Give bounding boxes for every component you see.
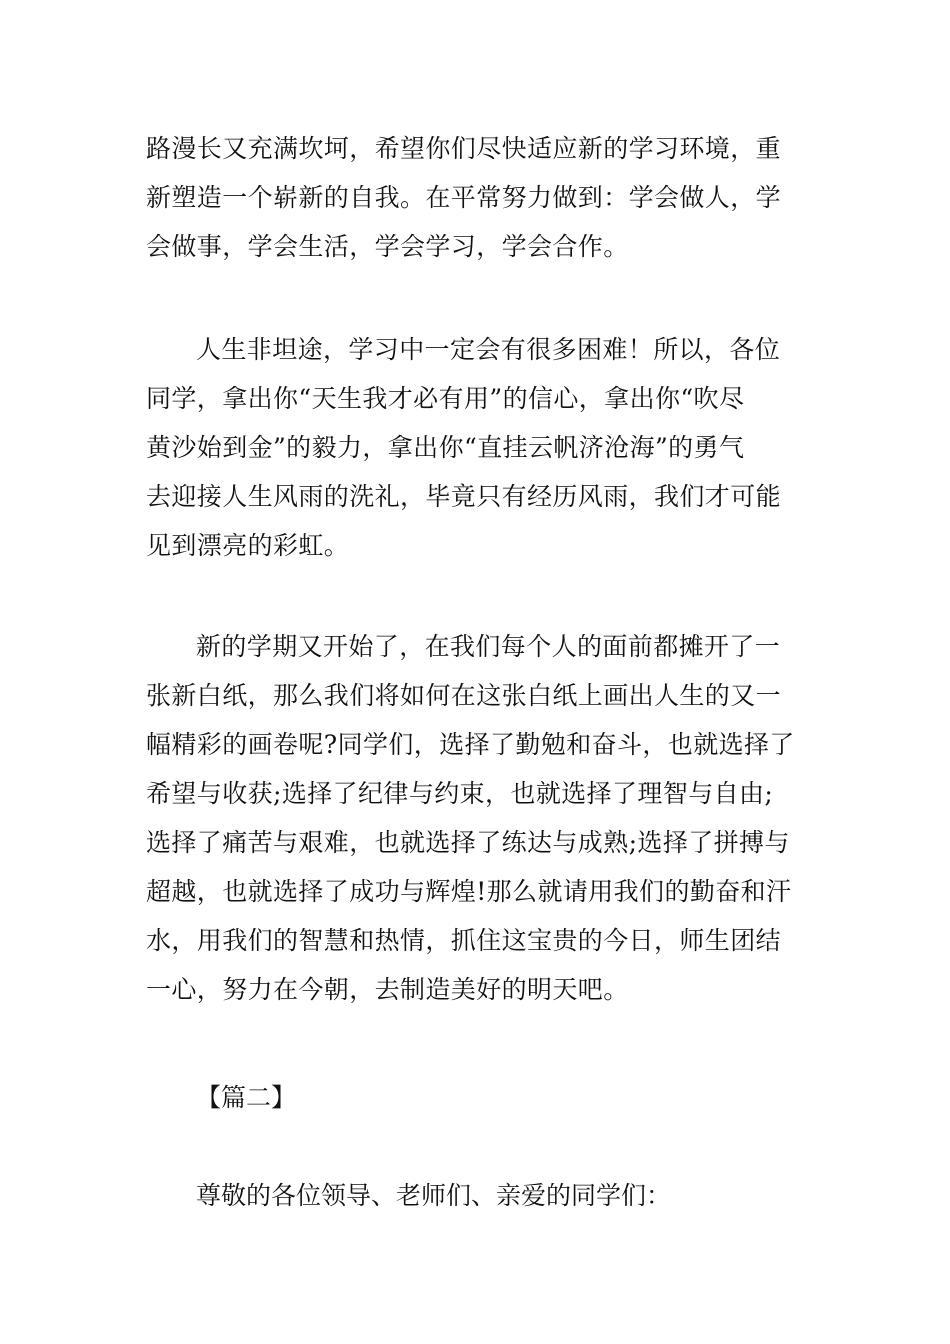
- paragraph-2: [146, 325, 806, 570]
- paragraph-3: [146, 622, 806, 1014]
- paragraph-line: 新的学期又开始了，在我们每个人的面前都摊开了一: [196, 632, 781, 661]
- paragraph-line: 会做事，学会生活，学会学习，学会合作。: [146, 232, 629, 261]
- paragraph-line: 张新白纸，那么我们将如何在这张白纸上画出人生的又一: [146, 681, 782, 710]
- paragraph-line: 人生非坦途，学习中一定会有很多困难！所以，各位: [196, 335, 781, 364]
- paragraph-line: 同学，拿出你“天生我才必有用”的信心，拿出你“吹尽: [146, 384, 745, 413]
- paragraph-line: 路漫长又充满坎坷，希望你们尽快适应新的学习环境，重: [146, 134, 782, 163]
- paragraph-line: 希望与收获;选择了纪律与约束，也就选择了理智与自由;: [146, 779, 774, 808]
- paragraph-line: 一心，努力在今朝，去制造美好的明天吧。: [146, 975, 629, 1004]
- paragraph-line: 去迎接人生风雨的洗礼，毕竟只有经历风雨，我们才可能: [146, 482, 782, 511]
- paragraph-line: 见到漂亮的彩虹。: [146, 531, 350, 560]
- section-heading: 【篇二】: [196, 1083, 297, 1112]
- paragraph-line: 黄沙始到金”的毅力，拿出你“直挂云帆济沧海”的勇气: [146, 433, 745, 462]
- paragraph-line: 水，用我们的智慧和热情，抓住这宝贵的今日，师生团结: [146, 926, 782, 955]
- salutation: 尊敬的各位领导、老师们、亲爱的同学们：: [196, 1181, 672, 1210]
- paragraph-line: 选择了痛苦与艰难，也就选择了练达与成熟;选择了拼搏与: [146, 828, 790, 857]
- paragraph-line: 新塑造一个崭新的自我。在平常努力做到：学会做人，学: [146, 183, 782, 212]
- paragraph-1: [146, 124, 806, 271]
- paragraph-line: 幅精彩的画卷呢?同学们，选择了勤勉和奋斗，也就选择了: [146, 730, 795, 759]
- paragraph-line: 超越，也就选择了成功与辉煌!那么就请用我们的勤奋和汗: [146, 877, 792, 906]
